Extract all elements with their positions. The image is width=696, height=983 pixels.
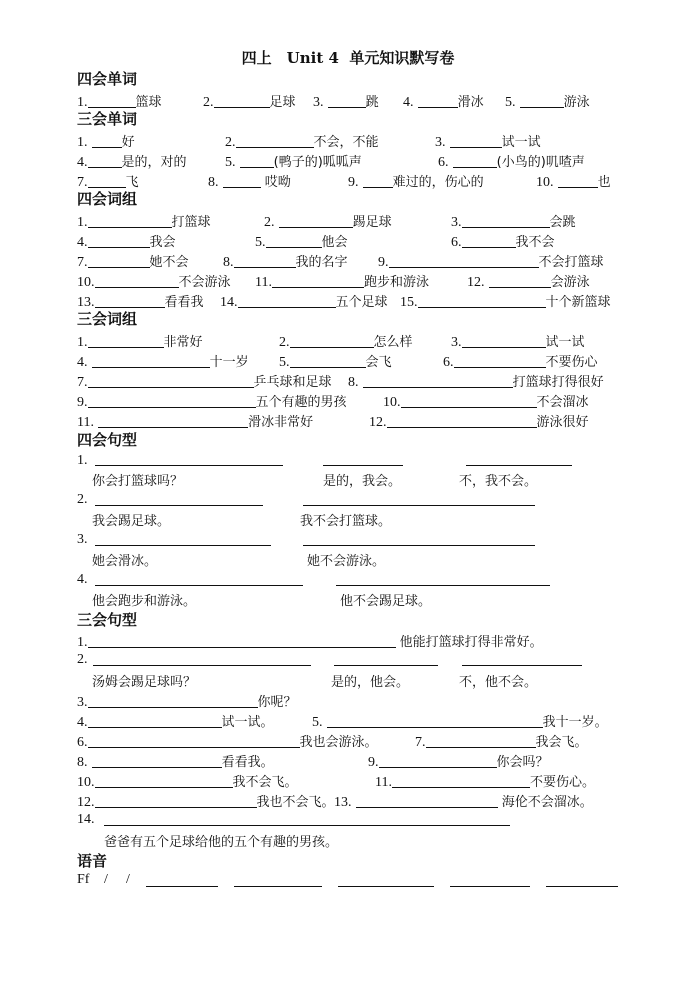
answer-blank[interactable] <box>392 774 530 788</box>
answer-blank[interactable] <box>489 274 551 288</box>
answer-blank[interactable] <box>462 214 550 228</box>
answer-blank[interactable] <box>88 334 164 348</box>
answer-blank[interactable] <box>401 394 537 408</box>
phonics-blank[interactable] <box>450 886 530 887</box>
answer-blank[interactable] <box>328 94 366 108</box>
phonics-blank[interactable] <box>338 886 434 887</box>
answer-blank[interactable] <box>266 234 322 248</box>
answer-blank[interactable] <box>95 274 179 288</box>
answer-blank[interactable] <box>356 794 498 808</box>
answer-blank[interactable] <box>238 294 336 308</box>
answer-blank[interactable] <box>88 714 222 728</box>
answer-blank[interactable] <box>240 154 274 168</box>
answer-line[interactable] <box>104 825 510 826</box>
answer-blank[interactable] <box>418 94 458 108</box>
phonics-blank[interactable] <box>234 886 322 887</box>
section-heading-four-skill-words: 四会单词 <box>77 70 138 88</box>
answer-blank[interactable] <box>88 214 172 228</box>
answer-blank[interactable] <box>223 174 261 188</box>
answer-blank[interactable] <box>88 174 126 188</box>
phonics-blank[interactable] <box>146 886 218 887</box>
answer-blank[interactable] <box>88 234 150 248</box>
answer-line[interactable] <box>462 665 582 666</box>
answer-blank[interactable] <box>214 94 270 108</box>
section-heading-four-skill-phrases: 四会词组 <box>77 190 138 208</box>
section-heading-three-skill-words: 三会单词 <box>77 110 138 128</box>
answer-blank[interactable] <box>520 94 564 108</box>
answer-line[interactable] <box>95 465 283 466</box>
answer-line[interactable] <box>323 465 403 466</box>
answer-blank[interactable] <box>387 414 537 428</box>
answer-blank[interactable] <box>379 754 497 768</box>
answer-line[interactable] <box>466 465 572 466</box>
answer-blank[interactable] <box>88 154 122 168</box>
answer-blank[interactable] <box>88 634 396 648</box>
answer-line[interactable] <box>95 585 303 586</box>
answer-line[interactable] <box>95 505 263 506</box>
answer-blank[interactable] <box>453 154 497 168</box>
answer-blank[interactable] <box>95 794 257 808</box>
answer-line[interactable] <box>303 545 535 546</box>
section-heading-phonics: 语音 <box>77 852 108 870</box>
answer-line[interactable] <box>336 585 550 586</box>
answer-blank[interactable] <box>450 134 502 148</box>
answer-blank[interactable] <box>272 274 364 288</box>
section-heading-three-skill-phrases: 三会词组 <box>77 310 138 328</box>
answer-blank[interactable] <box>558 174 598 188</box>
answer-blank[interactable] <box>279 214 353 228</box>
answer-blank[interactable] <box>462 234 516 248</box>
section-heading-four-skill-sentences: 四会句型 <box>77 431 138 449</box>
answer-blank[interactable] <box>95 294 165 308</box>
answer-line[interactable] <box>93 665 311 666</box>
answer-blank[interactable] <box>418 294 546 308</box>
answer-blank[interactable] <box>88 374 254 388</box>
answer-blank[interactable] <box>92 354 210 368</box>
answer-blank[interactable] <box>88 694 258 708</box>
answer-blank[interactable] <box>88 254 150 268</box>
answer-blank[interactable] <box>92 134 122 148</box>
answer-blank[interactable] <box>290 354 366 368</box>
answer-line[interactable] <box>95 545 271 546</box>
answer-blank[interactable] <box>92 754 222 768</box>
answer-blank[interactable] <box>363 374 513 388</box>
answer-blank[interactable] <box>236 134 314 148</box>
answer-blank[interactable] <box>363 174 393 188</box>
section-heading-three-skill-sentences: 三会句型 <box>77 611 138 629</box>
answer-line[interactable] <box>334 665 438 666</box>
answer-line[interactable] <box>303 505 535 506</box>
answer-blank[interactable] <box>234 254 296 268</box>
answer-blank[interactable] <box>98 414 248 428</box>
answer-blank[interactable] <box>290 334 374 348</box>
answer-blank[interactable] <box>88 394 256 408</box>
worksheet-title: 四上 Unit 4 单元知识默写卷 <box>241 49 455 67</box>
answer-blank[interactable] <box>95 774 233 788</box>
answer-blank[interactable] <box>88 734 300 748</box>
answer-blank[interactable] <box>462 334 546 348</box>
phonics-blank[interactable] <box>546 886 618 887</box>
answer-blank[interactable] <box>426 734 536 748</box>
answer-blank[interactable] <box>454 354 546 368</box>
answer-blank[interactable] <box>88 94 136 108</box>
answer-blank[interactable] <box>327 714 543 728</box>
answer-blank[interactable] <box>389 254 539 268</box>
